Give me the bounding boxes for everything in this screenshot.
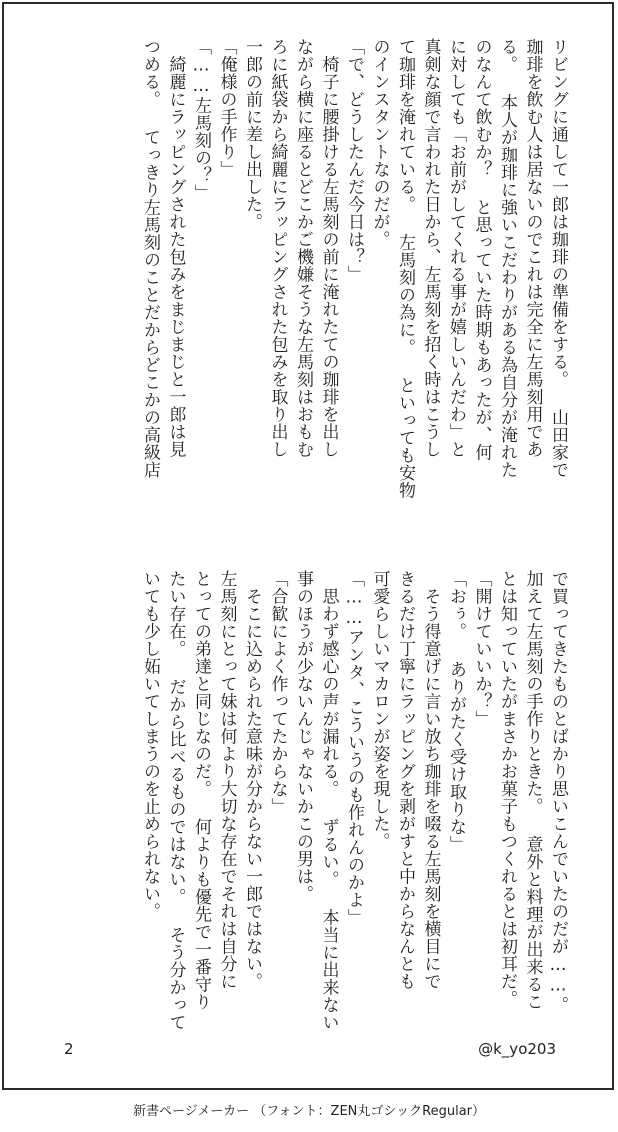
text-line: 一郎の前に差し出した。 [242, 38, 262, 231]
text-line: 加えて左馬刻の手作りときた。 意外と料理が出来るこ [522, 570, 543, 1011]
text-line: 綺麗にラッピングされた包みをまじまじと一郎は見 [165, 38, 186, 458]
page-number: 2 [64, 1040, 74, 1058]
text-line: そう得意げに言い放ち珈琲を啜る左馬刻を横目にで [420, 570, 441, 990]
text-line: ながら横に座るとどこかご機嫌そうな左馬刻はおもむ [293, 38, 313, 458]
text-line: とは知っていたがまさかお菓子もつくれるとは初耳だ。 [497, 570, 517, 1008]
text-line: 「俺様の手作り」 [216, 38, 237, 178]
text-line: に対しても「お前がしてくれる事が嬉しいんだわ」と [446, 38, 466, 458]
text-line: 珈琲を飲む人は居ないのでこれは完全に左馬刻用であ [522, 38, 543, 458]
text-line: 左馬刻にとって妹は何より大切な存在でそれは自分に [216, 570, 237, 990]
text-line: いても少し妬いてしまうのを止められない。 [140, 570, 160, 920]
lower-text-block [60, 570, 570, 1040]
text-line: 可愛らしいマカロンが姿を現した。 [369, 570, 390, 850]
book-page [2, 2, 614, 1090]
text-line: 「で、どうしたんだ今日は？」 [344, 38, 364, 283]
generator-caption: 新書ページメーカー （フォント：ZEN丸ゴシックRegular） [132, 1104, 486, 1119]
text-line: そこに込められた意味が分からない一郎ではない。 [242, 570, 262, 990]
text-line: とっての弟達と同じなのだ。 何よりも優先で一番守り [191, 570, 211, 1011]
text-line: 思わず感心の声が漏れる。 ずるい。 本当に出来ない [318, 570, 339, 1031]
text-line: 「合歓によく作ってたからな」 [267, 570, 288, 815]
text-line: ろに紙袋から綺麗にラッピングされた包みを取り出し [267, 38, 288, 458]
text-line: る。 本人が珈琲に強いこだわりがある為自分が淹れた [497, 38, 517, 479]
text-line: リビングに通して一郎は珈琲の準備をする。 山田家で [548, 38, 568, 479]
text-line: で買ってきたものとばかり思いこんでいたのだが……。 [548, 570, 568, 1014]
text-line: 椅子に腰掛ける左馬刻の前に淹れたての珈琲を出し [318, 38, 339, 458]
author-handle: @k_yo203 [478, 1040, 556, 1058]
text-line: のなんて飲むか？ と思っていた時期もあったが、何 [471, 38, 492, 461]
text-line: 「……アンタ、こういうのも作れんのかよ」 [344, 570, 364, 926]
text-line: きるだけ丁寧にラッピングを剥がすと中からなんとも [395, 570, 415, 990]
text-line: 事のほうが少ないんじゃないかこの男は。 [293, 570, 313, 903]
upper-text-block [60, 38, 570, 508]
text-line: 真剣な顔で言われた日から、左馬刻を招く時はこうし [420, 38, 441, 458]
text-line: 「おぅ。 ありがたく受け取りな」 [446, 570, 466, 853]
text-line: 「……左馬刻の？」 [191, 38, 211, 202]
text-line: 「開けていいか？」 [471, 570, 492, 728]
text-line: て珈琲を淹れている。 左馬刻の為に。 といっても安物 [395, 38, 415, 499]
text-line: たい存在。 だから比べるものではない。 そう分かって [165, 570, 186, 1031]
text-line: つめる。 てっきり左馬刻のことだからどこかの高級店 [140, 38, 160, 479]
text-line: のインスタントなのだが。 [369, 38, 390, 248]
